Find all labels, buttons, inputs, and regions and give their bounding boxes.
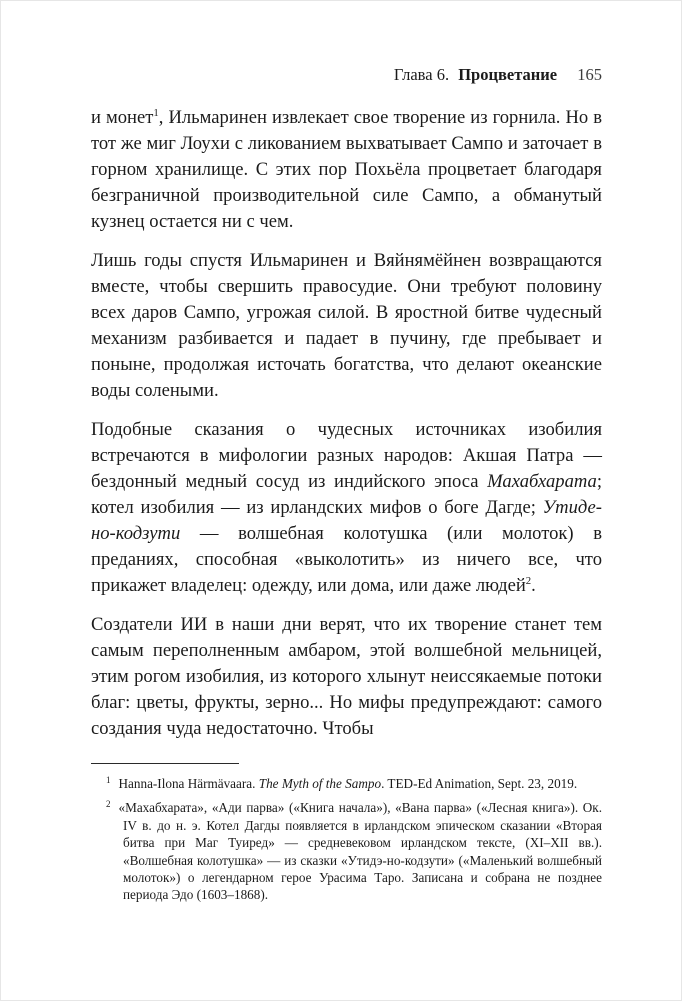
- footnote-marker: 1: [106, 774, 111, 785]
- text-run: Лишь годы спустя Ильмаринен и Вяйнямёйнен возвращаются вместе, чтобы свершить правосудие. Они требуют половину всех даров Сампо, угрожая силой. В яростной битве чудесный механизм разбивается и падает в пучину, где пребывает и поныне, продолжая источать богатства, что делают океанские воды солеными.: [91, 250, 602, 401]
- text-run: Подобные сказания о чудесных источниках изобилия встречаются в мифологии разных народов: Акшая Патра — бездонный медный сосуд из индийского эпоса: [91, 419, 602, 492]
- footnote-separator: [91, 763, 239, 764]
- text-run: . TED-Ed Animation, Sept. 23, 2019.: [381, 776, 578, 791]
- italic-text: Утиде-но-кодзути: [91, 497, 602, 544]
- paragraph: [91, 105, 602, 235]
- footnote-ref: 1: [153, 106, 159, 119]
- text-run: .: [531, 575, 536, 596]
- text-run: Создатели ИИ в наши дни верят, что их творение станет тем самым переполненным амбаром, этой волшебной мельницей, этим рогом изобилия, из которого хлынут неиссякаемые потоки благ: цветы, фрукты, зерно... Но мифы предупреждают: самого создания чуда недостаточно. Чтобы: [91, 614, 602, 739]
- footnote-ref: 2: [525, 574, 532, 587]
- paragraph: [91, 612, 602, 742]
- text-run: ; котел изобилия — из ирландских мифов о боге Дагде;: [91, 471, 602, 518]
- body-paragraphs: [91, 105, 602, 742]
- paragraph: [91, 248, 602, 404]
- italic-text: The Myth of the Sampo: [258, 776, 382, 791]
- footnotes-list: [91, 775, 602, 904]
- footnote-marker: 2: [106, 799, 111, 810]
- chapter-label: Глава 6.: [393, 65, 450, 84]
- paragraph: [91, 417, 602, 599]
- running-head: [91, 65, 602, 85]
- page-number: 165: [577, 65, 602, 84]
- text-run: Hanna-Ilona Härmävaara.: [118, 776, 259, 791]
- text-run: и монет: [91, 107, 154, 128]
- text-run: , Ильмаринен извлекает свое творение из горнила. Но в тот же миг Лоухи с ликованием выхватывает Сампо и заточает в горном хранилище. С этих пор Похьёла процветает благодаря безграничной производительной силе Сампо, а обманутый кузнец остается ни с чем.: [91, 107, 602, 232]
- footnote: [91, 775, 602, 792]
- italic-text: Махабхарата: [487, 471, 597, 492]
- text-run: «Махабхарата», «Ади парва» («Книга начала»), «Вана парва» («Лесная книга»). Ок. IV в. до н. э. Котел Дагды появляется в ирландском эпическом сказании «Вторая битва при Маг Туиред» — средневековом ирландском тексте, (XI–XII вв.). «Волшебная колотушка» — из сказки «Утидэ-но-кодзути» («Маленький волшебный молоток») о легендарном герое Урасима Таро. Записана и собрана не позднее периода Эдо (1603–1868).: [118, 800, 602, 903]
- footnote: [91, 799, 602, 903]
- text-run: — волшебная колотушка (или молоток) в преданиях, способная «выколотить» из ничего все, что прикажет владелец: одежду, или дома, или даже людей: [91, 523, 602, 596]
- chapter-title: Процветание: [458, 65, 558, 84]
